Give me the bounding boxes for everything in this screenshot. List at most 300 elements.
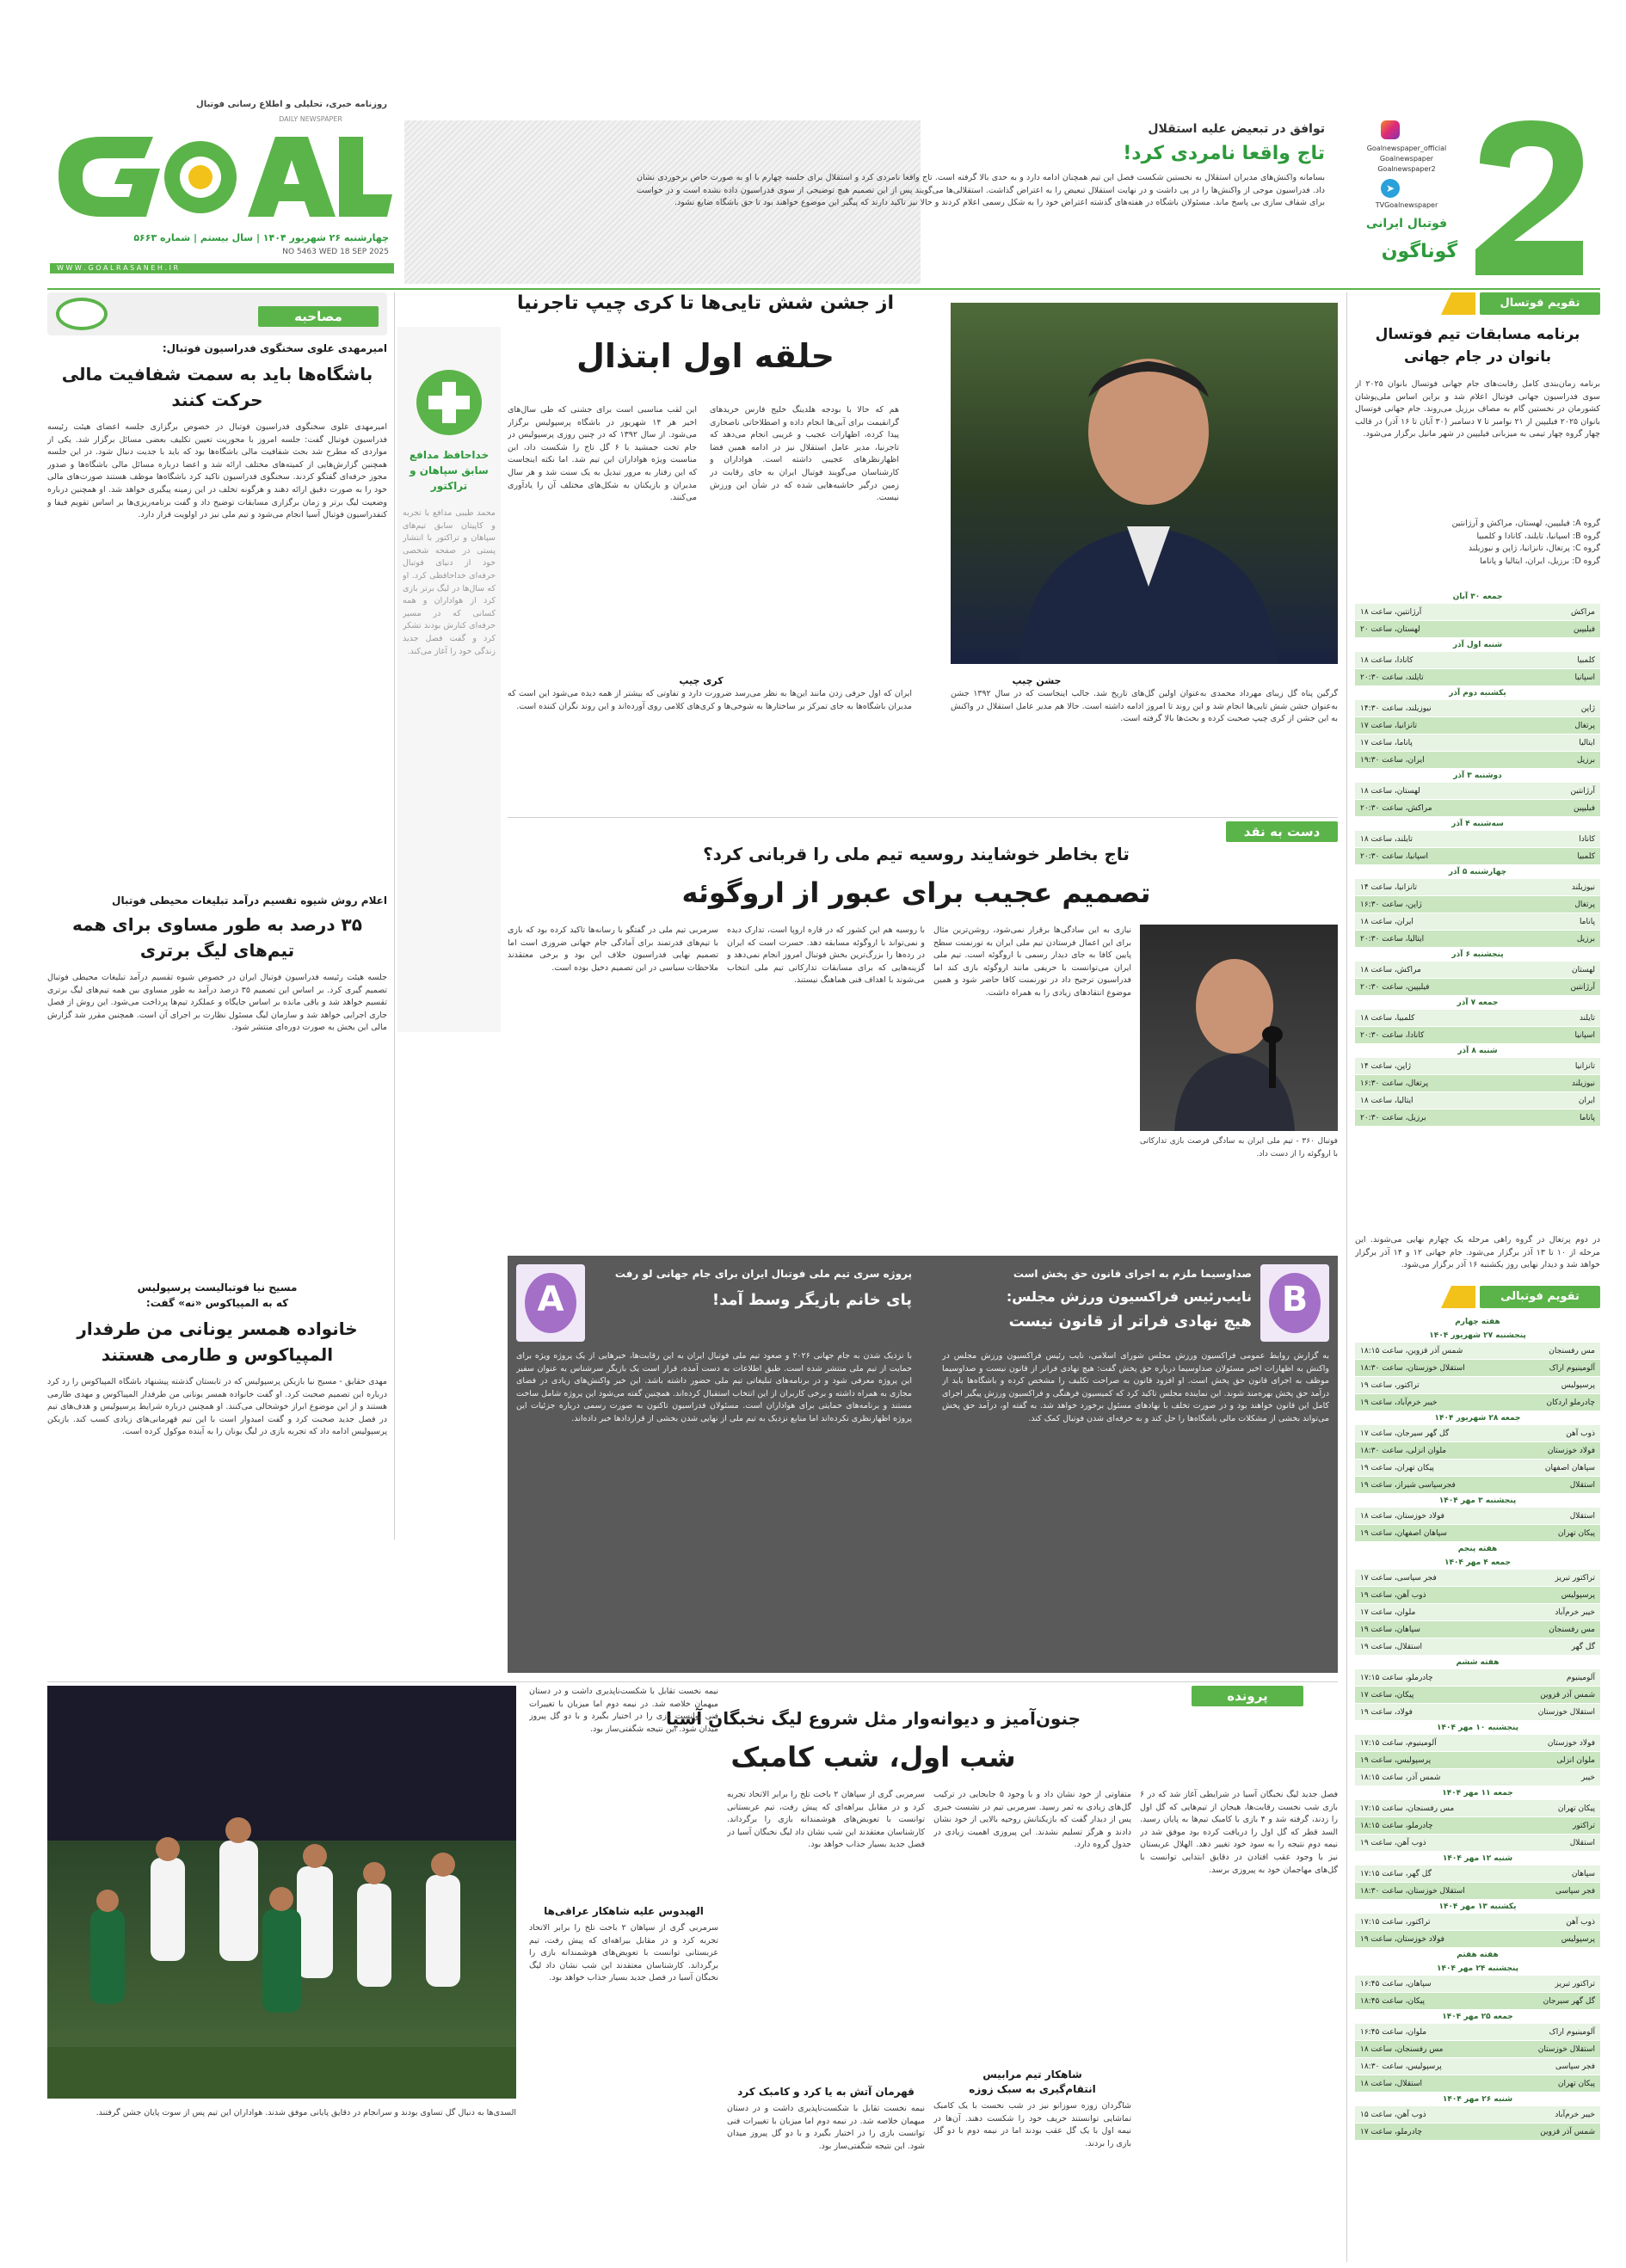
interview-body: امیرمهدی علوی سخنگوی فدراسیون فوتبال در خصوص برگزاری جلسه اعضای هیئت رئیسه فدراسیون فوتبال گفت: جلسه امروز با محوریت تعیین تکلیف بعضی مسائل برگزار شد. یکی از مواردی که مطرح شد بحث شفافیت مالی باشگاه‌ها بود که باید با جدیت دنبال شود. در این جلسه همچنین گزارش‌هایی از کمیته‌های مختلف ارائه شد و اعضا درباره مسائل مالی باشگاه‌ها و صدور مجوز حرفه‌ای گفتگو کردند. سخنگوی فدراسیون تاکید کرد باشگاه‌ها موظف هستند صورت‌های مالی خود را به صورت دقیق ارائه دهند و هرگونه تخلف در این زمینه پیگیری خواهد شد. او همچنین درباره وضعیت لیگ برتر و زمان برگزاری مسابقات توضیح داد و گفت برنامه‌ریزی‌ها بر اساس تقویم فیفا و کنفدراسیون فوتبال آسیا انجام می‌شود و تیم ملی نیز در اولویت قرار دارد.	[47, 422, 387, 520]
away-team-time: تراکتور، ساعت ۱۷:۱۵	[1360, 1917, 1431, 1927]
schedule-row	[1355, 1442, 1600, 1460]
interview-body-2: جلسه هیئت رئیسه فدراسیون فوتبال ایران در خصوص شیوه تقسیم درآمد تبلیغات محیطی فوتبال تصمیم گیری کرد. بر اساس این تصمیم ۳۵ درصد درآمد به طور مساوی بین همه تیم‌های لیگ برتری تقسیم خواهد شد و باقی مانده بر اساس جایگاه و عملکرد تیم‌ها پرداخت می‌شود. این روش از فصل جاری اجرایی خواهد شد و سازمان لیگ مسئول نظارت بر اجرای آن است. همچنین مقرر شد گزارش مالی این بخش به صورت دوره‌ای منتشر شود.	[47, 973, 387, 1033]
schedule-row	[1355, 1425, 1600, 1442]
away-team-time: چادرملو، ساعت ۱۷:۱۵	[1360, 1673, 1433, 1682]
ab-box	[508, 1256, 1338, 1673]
header-divider	[47, 288, 1600, 290]
schedule-row	[1355, 2124, 1600, 2141]
schedule-row	[1355, 734, 1600, 752]
league-tag: تقویم فوتبالی	[1480, 1286, 1600, 1308]
interview-headline-2: ۳۵ درصد به طور مساوی برای همه تیم‌های لیگ برتری	[72, 914, 362, 961]
futsal-tag-icon	[1441, 292, 1475, 315]
away-team-time: تانزانیا، ساعت ۱۴	[1360, 882, 1417, 892]
schedule-row	[1355, 979, 1600, 996]
schedule-day: شنبه ۲۶ مهر ۱۴۰۴	[1355, 2093, 1600, 2106]
home-team: پرسپولیس	[1561, 1590, 1595, 1600]
home-team: کلمبیا	[1577, 851, 1595, 861]
home-team: اسپانیا	[1574, 673, 1595, 682]
schedule-row	[1355, 1817, 1600, 1835]
main-story-body-4: گرگین پناه گل زیبای مهرداد محمدی به‌عنوان اولین گل‌های تاریخ شد. جالب اینجاست که در سال ۱۳۹۲ جشن به‌عنوان جشن شش تایی‌ها انجام شد و این روند تا امروز ادامه داشته است. حالا هم مدیر عامل استقلال در واکنش به این جشن از کری چیپ صحبت کرده و بحث‌ها بالا گرفته است.	[951, 689, 1338, 724]
away-team-time: لهستان، ساعت ۲۰	[1360, 624, 1420, 634]
masthead-website-bar	[50, 263, 394, 274]
instagram-handle-2[interactable]: Goalnewspaper	[1379, 155, 1434, 163]
home-team: نیوزیلند	[1571, 1079, 1595, 1088]
away-team-time: ژاپن، ساعت ۱۶:۳۰	[1360, 900, 1422, 909]
schedule-row	[1355, 1343, 1600, 1360]
away-team-time: فجرسپاسی شیراز، ساعت ۱۹	[1360, 1480, 1456, 1490]
top-story	[619, 112, 1325, 284]
telegram-icon[interactable]: ➤	[1381, 179, 1400, 198]
schedule-row	[1355, 1638, 1600, 1656]
instagram-icon[interactable]	[1381, 120, 1400, 139]
home-team: شمس آذر قزوین	[1540, 1690, 1595, 1699]
home-team: تایلند	[1579, 1013, 1595, 1023]
schedule-row	[1355, 1460, 1600, 1477]
schedule-row	[1355, 1835, 1600, 1852]
schedule-day: جمعه ۲۵ مهر ۱۴۰۴	[1355, 2010, 1600, 2024]
schedule-row	[1355, 1931, 1600, 1948]
home-team: فجر سپاسی	[1555, 1886, 1595, 1896]
away-team-time: استقلال خوزستان، ساعت ۱۸:۳۰	[1360, 1363, 1465, 1373]
telegram-handle[interactable]: TVGoalnewspaper	[1375, 201, 1438, 209]
home-team: استقلال	[1569, 1480, 1595, 1490]
dossier-body-2: متفاوتی از خود نشان داد و با وجود ۵ جابجایی در ترکیب گل‌های زیادی به ثمر رسید. سرمربی تیم در نشست خبری پس از دیدار گفت که بازیکنانش روحیه بالایی از خود نشان دادند و هرگز تسلیم نشدند. این پیروزی اهمیت زیادی در جدول گروه دارد.	[933, 1790, 1131, 1850]
dossier-body-7: سرمربی گری از سپاهان ۲ باخت تلخ را برابر الاتحاد تجربه کرد و در مقابل بیراهه‌ای که پیش رفت، تیم عربستانی توانست با تعویض‌های هوشمندانه بازی را برگرداند. کارشناسان معتقدند این شب نشان داد لیگ نخبگان آسیا در فصل جدید بسیار جذاب خواهد بود.	[529, 1923, 718, 1983]
futsal-calendar	[1355, 292, 1600, 1282]
away-team-time: سپاهان، ساعت ۱۶:۴۵	[1360, 1979, 1432, 1988]
home-team: استقلال	[1569, 1511, 1595, 1521]
brand-football-iran: فوتبال ایرانی	[1365, 217, 1448, 230]
away-team-time: تانزانیا، ساعت ۱۷	[1360, 721, 1417, 730]
schedule-day: جمعه ۱۱ مهر ۱۴۰۴	[1355, 1786, 1600, 1800]
futsal-tag: تقویم فوتسال	[1480, 292, 1600, 315]
futsal-outro: در دوم پرتغال در گروه راهی مرحله یک چهارم نهایی می‌شوند. این مرحله از ۱۰ تا ۱۳ آذر برگزار می‌شود. جام جهانی ۱۲ و ۱۴ آذر برگزار خواهد شد و دیدار نهایی روز یکشنبه ۱۶ آذر برگزار می‌شود.	[1355, 1235, 1600, 1270]
a-body: با نزدیک شدن به جام جهانی ۲۰۲۶ و صعود تیم ملی فوتبال ایران به این رقابت‌ها، خبرهایی از یک پروژه ویژه برای حمایت از تیم ملی منتشر شده است. طبق اطلاعات به دست آمده، قرار است یک بازیگر سرشناس به عنوان سفیر این پروژه معرفی شود و در برنامه‌های تبلیغاتی تیم ملی حضور داشته باشد. این خبر واکنش‌های زیادی در فضای مجازی به همراه داشته و برخی کاربران از این انتخاب استقبال کرده‌اند. همچنین گفته می‌شود این پروژه شامل ساخت مستند و برنامه‌های حمایتی برای هواداران است. مسئولان فدراسیون تاکنون به صورت رسمی درباره جزئیات این پروژه اظهارنظری نکرده‌اند اما منابع نزدیک به تیم ملی از نهایی شدن بخشی از قراردادها خبر داده‌اند.	[516, 1351, 912, 1423]
critique-body-3: سرمربی تیم ملی در گفتگو با رسانه‌ها تاکید کرده بود که بازی با تیم‌های قدرتمند برای آمادگی جام جهانی ضروری است اما تصمیم نهایی فدراسیون خلاف این بود و برخی معتقدند ملاحظات سیاسی در این تصمیم دخیل بوده است.	[508, 925, 718, 973]
schedule-day: پنجشنبه ۶ آذر	[1355, 948, 1600, 962]
schedule-day: جمعه ۷ آذر	[1355, 996, 1600, 1010]
home-team: ایران	[1578, 1096, 1595, 1105]
main-story-caption-1: کری چیپ	[679, 675, 724, 686]
futsal-headline: برنامه مسابقات تیم فوتسال بانوان در جام جهانی	[1375, 326, 1580, 366]
schedule-row	[1355, 1976, 1600, 1993]
critique-section-label: دست به نقد	[1226, 821, 1338, 842]
schedule-row	[1355, 1704, 1600, 1721]
schedule-row	[1355, 621, 1600, 638]
critique-headline: تصمیم عجیب برای عبور از اروگوئه	[681, 876, 1151, 909]
home-team: تراکتور	[1573, 1821, 1595, 1830]
schedule-row	[1355, 1109, 1600, 1127]
home-team: ذوب آهن	[1566, 1917, 1595, 1927]
schedule-day: جمعه ۳۰ آبان	[1355, 590, 1600, 604]
away-team-time: شمس آذر قزوین، ساعت ۱۸:۱۵	[1360, 1346, 1463, 1355]
away-team-time: استقلال، ساعت ۱۸	[1360, 2079, 1423, 2088]
away-team-time: ملوان، ساعت ۱۶:۴۵	[1360, 2027, 1427, 2037]
away-team-time: کانادا، ساعت ۲۰:۳۰	[1360, 1030, 1425, 1040]
home-team: فولاد خوزستان	[1547, 1738, 1595, 1748]
schedule-row	[1355, 1621, 1600, 1638]
away-team-time: پرسپولیس، ساعت ۱۹	[1360, 1755, 1432, 1765]
schedule-row	[1355, 2106, 1600, 2124]
interview-kicker-2: اعلام روش شیوه تقسیم درآمد تبلیغات محیطی فوتبال	[112, 894, 387, 907]
away-team-time: تایلند، ساعت ۲۰:۳۰	[1360, 673, 1424, 682]
away-team-time: شمس آذر، ساعت ۱۸:۱۵	[1360, 1773, 1441, 1782]
home-team: آرژانتین	[1570, 786, 1595, 796]
away-team-time: خیبر خرم‌آباد، ساعت ۱۹	[1360, 1398, 1438, 1407]
home-team: پرسپولیس	[1561, 1934, 1595, 1944]
critique-divider	[508, 817, 1338, 818]
away-team-time: ایتالیا، ساعت ۱۸	[1360, 1096, 1414, 1105]
schedule-row	[1355, 652, 1600, 669]
away-team-time: کلمبیا، ساعت ۱۸	[1360, 1013, 1415, 1023]
away-team-time: تایلند، ساعت ۱۸	[1360, 834, 1413, 844]
schedule-row	[1355, 1525, 1600, 1542]
schedule-row	[1355, 604, 1600, 621]
schedule-day: یکشنبه دوم آذر	[1355, 686, 1600, 700]
home-team: استقلال خوزستان	[1537, 1707, 1595, 1717]
a-kicker: پروژه سری تیم ملی فوتبال ایران برای جام جهانی لو رفت	[614, 1268, 912, 1280]
away-team-time: فولاد، ساعت ۱۹	[1360, 1707, 1413, 1717]
main-story-kicker: از جشن شش تایی‌ها تا کری چیپ تاجرنیا	[516, 292, 894, 314]
masthead-tagline-en: DAILY NEWSPAPER	[279, 115, 342, 123]
schedule-row	[1355, 1377, 1600, 1394]
dossier-body-1: فصل جدید لیگ نخبگان آسیا در شرایطی آغاز شد که در ۶ بازی شب نخست رقابت‌ها، هیجان از تیم‌هایی که گل اول را زدند، گرفته شد و ۴ بازی با کامبک تیم‌ها به پایان رسید. السد قطر که گل اول را دریافت کرده بود موفق شد در نیمه دوم نتیجه را به سود خود تغییر دهد. الهلال عربستان نیز با وجود عقب افتادن در دقایق ابتدایی توانست با گل‌های مهاجمان خود به پیروزی برسد.	[1140, 1790, 1338, 1875]
top-story-headline: تاج واقعا نامردی کرد!	[1123, 143, 1325, 164]
dossier-headline: شب اول، شب کامبک	[730, 1741, 1016, 1773]
schedule-row	[1355, 700, 1600, 717]
league-calendar	[1355, 1286, 1600, 2266]
home-team: پاناما	[1579, 917, 1595, 926]
interview-headline: باشگاه‌ها باید به سمت شفافیت مالی حرکت کنند	[61, 364, 373, 410]
away-team-time: آرژانتین، ساعت ۱۸	[1360, 607, 1422, 617]
schedule-row	[1355, 1800, 1600, 1817]
schedule-day: پنجشنبه ۳ مهر ۱۴۰۴	[1355, 1494, 1600, 1508]
schedule-day: شنبه ۱۲ مهر ۱۴۰۴	[1355, 1852, 1600, 1865]
dossier-sub-1: شاهکار تیم مرابیس	[982, 2068, 1082, 2081]
schedule-row	[1355, 1508, 1600, 1525]
dossier-body-6: نیمه نخست تقابل با شکست‌ناپذیری داشت و در دستان میهمان خلاصه شد. در نیمه دوم اما میزبان با تغییرات فنی توانست بازی را در اختیار بگیرد و با دو گل پیروز میدان شود. این نتیجه شگفتی‌ساز بود.	[529, 1687, 718, 1734]
schedule-day: هفته هفتم	[1355, 1948, 1600, 1962]
away-team-time: چادرملو، ساعت ۱۸:۱۵	[1360, 1821, 1433, 1830]
right-rail-divider	[1346, 292, 1347, 2262]
home-team: پیکان تهران	[1557, 1528, 1595, 1538]
schedule-day: شنبه ۸ آذر	[1355, 1044, 1600, 1058]
schedule-row	[1355, 1604, 1600, 1621]
schedule-row	[1355, 1993, 1600, 2010]
schedule-day: یکشنبه ۱۳ مهر ۱۴۰۴	[1355, 1900, 1600, 1914]
away-team-time: گل گهر، ساعت ۱۷:۱۵	[1360, 1869, 1432, 1878]
schedule-day: جمعه ۲۸ شهریور ۱۴۰۴	[1355, 1411, 1600, 1425]
schedule-row	[1355, 1394, 1600, 1411]
schedule-row	[1355, 931, 1600, 948]
home-team: برزیل	[1576, 755, 1595, 765]
portrait-silhouette-2	[1140, 925, 1338, 1131]
schedule-row	[1355, 1914, 1600, 1931]
schedule-day: چهارشنبه ۵ آذر	[1355, 865, 1600, 879]
home-team: پاناما	[1579, 1113, 1595, 1122]
home-team: فیلیپین	[1574, 624, 1595, 634]
away-team-time: پیکان، ساعت ۱۷	[1360, 1690, 1414, 1699]
schedule-day: جمعه ۴ مهر ۱۴۰۴	[1355, 1556, 1600, 1570]
home-team: خیبر خرم‌آباد	[1555, 1607, 1595, 1617]
plus-box-label: خداحافظ مدافع سابق سپاهان و تراکتور	[409, 449, 490, 492]
away-team-time: مس رفسنجان، ساعت ۱۸	[1360, 2044, 1444, 2054]
critique-body-1: نیازی به این سادگی‌ها برقرار نمی‌شود، روشن‌ترین مثال برای این اعمال فرستادن تیم ملی ایران به تورنمنت سطح پایین کافا به جای دیدار رسمی با اروگوئه است. تیم ملی ایران می‌توانست با حریفی مانند اروگوئه بازی کند اما فدراسیون ترجیح داد در تورنمنت کافا حاضر شود و همین موضوع انتقادهای زیادی را به همراه داشت.	[933, 925, 1131, 998]
masthead-date-en: NO 5463 WED 18 SEP 2025	[282, 248, 389, 256]
masthead-date: چهارشنبه ۲۶ شهریور ۱۴۰۴ | سال بیستم | شماره ۵۶۶۳	[133, 232, 389, 243]
dossier-photo-caption: السدی‌ها به دنبال گل تساوی بودند و سرانجام در دقایق پایانی موفق شدند. هواداران این تیم پس از سوت پایان جشن گرفتند.	[95, 2108, 516, 2117]
away-team-time: تراکتور، ساعت ۱۹	[1360, 1380, 1420, 1390]
critique-photo	[1140, 925, 1338, 1131]
top-story-body: بسامانه واکنش‌های مدیران استقلال به نخستین شکست فصل این تیم همچنان ادامه دارد و به حدی بالا گرفته است. تاج واقعا نامردی کرد و استقلال برای جلسه چهارم با او به صورت خاص برخوردی نشان داد. فدراسیون موجی از واکنش‌ها را در پی داشت و در نهایت استقلال تبعیض را به اعتراض گذاشت. استقلالی‌ها می‌گویند پس از این تصمیم هیچ توضیحی از سوی فدراسیون داده نشده است و در خواست برای شفاف سازی بی پاسخ ماند. مسئولان باشگاه در هفته‌های گذشته اعتراض خود را به شکل رسمی اعلام کردند و حالا نیز تاکید دارند که پیگیر این موضوع خواهند بود تا حق باشگاه ضایع نشود.	[637, 173, 1325, 208]
schedule-row	[1355, 1027, 1600, 1044]
dossier-body-5: نیمه نخست تقابل با شکست‌ناپذیری داشت و در دستان میهمان خلاصه شد. در نیمه دوم اما میزبان با تغییرات فنی توانست بازی را در اختیار بگیرد و با دو گل پیروز میدان شود. این نتیجه شگفتی‌ساز بود.	[727, 2104, 925, 2151]
schedule-day: دوشنبه ۳ آذر	[1355, 769, 1600, 783]
b-badge-label: B	[1281, 1280, 1309, 1319]
schedule-row	[1355, 1570, 1600, 1587]
schedule-day: هفته پنجم	[1355, 1542, 1600, 1556]
plus-icon	[416, 370, 482, 435]
schedule-row	[1355, 1735, 1600, 1752]
critique-kicker: تاج بخاطر خوشایند روسیه تیم ملی را قربانی کرد؟	[703, 844, 1130, 864]
schedule-row	[1355, 1687, 1600, 1704]
schedule-row	[1355, 717, 1600, 734]
away-team-time: آلومینیوم، ساعت ۱۷:۱۵	[1360, 1738, 1437, 1748]
main-story-body-1: این لقب مناسبی است برای جشنی که طی سال‌های اخیر هر ۱۴ شهریور در باشگاه پرسپولیس برگزار می‌شود. از سال ۱۳۹۲ که در چنین روزی پرسپولیس در جام تخت جمشید با ۶ گل تاج را شکست داد، این مناسبت ویژه هواداران این تیم شد. اما نکته اینجاست که این رفتار به مرور تبدیل به یک سنت شد و هر سال مدیران و بازیکنان به شکل‌های مختلف آن را یادآوری می‌کنند.	[508, 405, 697, 503]
schedule-row	[1355, 783, 1600, 800]
away-team-time: فجر سپاسی، ساعت ۱۷	[1360, 1573, 1437, 1583]
home-team: سپاهان اصفهان	[1544, 1463, 1595, 1472]
schedule-row	[1355, 1669, 1600, 1687]
away-team-time: پاناما، ساعت ۱۷	[1360, 738, 1413, 747]
home-team: چادرملو اردکان	[1546, 1398, 1595, 1407]
schedule-day: سه‌شنبه ۴ آذر	[1355, 817, 1600, 831]
schedule-row	[1355, 913, 1600, 931]
b-body: به گزارش روابط عمومی فراکسیون ورزش مجلس شورای اسلامی، نایب رئیس فراکسیون ورزش مجلس در واکنش به اظهارات اخیر مسئولان صداوسیما درباره حق پخش گفت: هیچ نهادی فراتر از قانون نیست و صداوسیما موظف به اجرای قانون حق پخش است. او افزود قانون به صراحت تکلیف را مشخص کرده و باشگاه‌ها باید از درآمد حق پخش بهره‌مند شوند. این نماینده مجلس تاکید کرد که کمیسیون فرهنگی و فراکسیون ورزش پیگیر اجرای کامل این قانون خواهند بود و در صورت تخلف با نهادهای مسئول برخورد خواهد شد. به گفته او، درآمد حق پخش می‌تواند بخشی از مشکلات مالی باشگاه‌ها را حل کند و به حرفه‌ای شدن فوتبال کمک کند.	[942, 1351, 1329, 1423]
interview-kicker-3: مسیح نیا فوتبالیست پرسپولیس	[137, 1282, 298, 1294]
dossier-body-4: شاگردان زوزه سوزانو نیز در شب نخست با یک کامبک تماشایی توانستند حریف خود را شکست دهند. آن‌ها در نیمه اول با یک گل عقب بودند اما در نیمه دوم با دو گل بازی را بردند.	[933, 2101, 1131, 2148]
away-team-time: استقلال، ساعت ۱۹	[1360, 1642, 1423, 1651]
home-team: نیوزیلند	[1571, 882, 1595, 892]
home-team: تانزانیا	[1574, 1061, 1595, 1071]
schedule-row	[1355, 1769, 1600, 1786]
dossier	[47, 1686, 1338, 2262]
schedule-day: شنبه اول آذر	[1355, 638, 1600, 652]
away-team-time: برزیل، ساعت ۲۰:۳۰	[1360, 1113, 1426, 1122]
home-team: گل گهر سیرجان	[1543, 1996, 1595, 2006]
away-team-time: سپاهان، ساعت ۱۹	[1360, 1625, 1420, 1634]
home-team: سپاهان	[1571, 1869, 1595, 1878]
schedule-day: پنجشنبه ۱۰ مهر ۱۴۰۴	[1355, 1721, 1600, 1735]
away-team-time: فولاد خوزستان، ساعت ۱۹	[1360, 1934, 1444, 1944]
main-story-body-3: ایران که اول حرفی زدن مانند این‌ها به نظر می‌رسد ضرورت دارد و تفاوتی که بیشتر از همه دیده می‌شود این است که مدیران باشگاه‌ها به جای تمرکز بر ساختارها به شوخی‌ها و کری‌های کلامی روی آورده‌اند و این روند نگران کننده است.	[508, 689, 912, 711]
home-team: استقلال خوزستان	[1537, 2044, 1595, 2054]
home-team: مس رفسنجان	[1549, 1346, 1595, 1355]
home-team: اسپانیا	[1574, 1030, 1595, 1040]
away-team-time: گل گهر سیرجان، ساعت ۱۷	[1360, 1429, 1450, 1438]
main-story	[508, 292, 1338, 800]
masthead	[50, 100, 394, 284]
home-team: آلومینیوم	[1566, 1673, 1595, 1682]
home-team: فیلیپین	[1574, 803, 1595, 813]
dossier-sub-3: الهیدوس علیه شاهکار عراقی‌ها	[544, 1905, 704, 1917]
away-team-time: فیلیپین، ساعت ۲۰:۳۰	[1360, 982, 1430, 992]
main-story-headline: حلقه اول ابتذال	[576, 337, 835, 375]
away-team-time: ژاپن، ساعت ۱۴	[1360, 1061, 1411, 1071]
away-team-time: ملوان، ساعت ۱۷	[1360, 1607, 1416, 1617]
dossier-sub-2: قهرمان آتش به یا کرد و کامبک کرد	[737, 2086, 915, 2098]
league-tag-icon	[1441, 1286, 1475, 1308]
instagram-handle-1[interactable]: Goalnewspaper_official	[1366, 144, 1447, 152]
schedule-row	[1355, 1883, 1600, 1900]
goal-logo[interactable]	[50, 124, 394, 227]
away-team-time: ایران، ساعت ۱۸	[1360, 917, 1414, 926]
b-kicker: صداوسیما ملزم به اجرای قانون حق پخش است	[1013, 1268, 1252, 1280]
top-story-kicker: توافق در تبعیض علیه استقلال	[1148, 122, 1325, 136]
away-team-time: مراکش، ساعت ۲۰:۳۰	[1360, 803, 1432, 813]
league-schedule	[1355, 1315, 1600, 2141]
away-team-time: لهستان، ساعت ۱۸	[1360, 786, 1420, 796]
critique-caption: فوتبال ۳۶۰ - تیم ملی ایران به سادگی فرصت بازی تدارکاتی با اروگوئه را از دست داد.	[1140, 1137, 1338, 1159]
schedule-day: هفته چهارم	[1355, 1315, 1600, 1329]
futsal-groups: گروه A: فیلیپین، لهستان، مراکش و آرژانتین گروه B: اسپانیا، تایلند، کانادا و کلمبیا گروه C: پرتغال، تانزانیا، ژاپن و نیوزیلند گروه D: برزیل، ایران، ایتالیا و پاناما	[1451, 519, 1600, 566]
away-team-time: پرسپولیس، ساعت ۱۸:۳۰	[1360, 2062, 1442, 2071]
away-team-time: کانادا، ساعت ۱۸	[1360, 655, 1414, 665]
home-team: شمس آذر قزوین	[1540, 2127, 1595, 2136]
dossier-sub-1b: انتقام‌گیری به سبک زوزه	[969, 2083, 1096, 2095]
schedule-row	[1355, 2058, 1600, 2075]
away-team-time: پیکان تهران، ساعت ۱۹	[1360, 1463, 1434, 1472]
home-team: پرسپولیس	[1561, 1380, 1595, 1390]
home-team: ژاپن	[1580, 704, 1595, 713]
schedule-row	[1355, 831, 1600, 848]
home-team: خیبر	[1581, 1773, 1595, 1782]
home-team: پیکان تهران	[1557, 1804, 1595, 1813]
home-team: تراکتور تبریز	[1555, 1979, 1595, 1988]
home-team: مس رفسنجان	[1549, 1625, 1595, 1634]
home-team: لهستان	[1572, 965, 1595, 974]
home-team: آلومینیوم اراک	[1549, 2027, 1595, 2037]
away-team-time: پرتغال، ساعت ۱۶:۳۰	[1360, 1079, 1429, 1088]
schedule-row	[1355, 1092, 1600, 1109]
home-team: مراکش	[1570, 607, 1595, 617]
dossier-photo	[47, 1686, 516, 2099]
schedule-row	[1355, 1010, 1600, 1027]
a-headline: پای خانم بازیگر وسط آمد!	[711, 1291, 912, 1309]
futsal-schedule	[1355, 590, 1600, 1127]
instagram-handle-3[interactable]: Goalnewspaper2	[1377, 165, 1436, 173]
interview-section-label: مصاحبه	[258, 306, 379, 327]
away-team-time: ملوان انزلی، ساعت ۱۸:۳۰	[1360, 1446, 1447, 1455]
home-team: کلمبیا	[1577, 655, 1595, 665]
home-team: فولاد خوزستان	[1547, 1446, 1595, 1455]
main-story-body-2: هم که حالا با بودجه هلدینگ خلیج فارس خریدهای گرانقیمت برای آبی‌ها انجام داده و اصطلاحاتی ناصحاری پیدا کرده، اظهارات عجیب و غریبی انجام می‌دهد که تاجرنیا، مدیر عامل استقلال نیز در ادامه همین فضا اظهارنظرهای عجیبی داشته است. هواداران و کارشناسان می‌گویند فوتبال ایران به جای رقابت در زمین درگیر حاشیه‌هایی شده که در شأن این ورزش نیست.	[710, 405, 899, 503]
interview-column	[47, 292, 387, 1540]
a-badge	[516, 1264, 585, 1342]
schedule-row	[1355, 848, 1600, 865]
dossier-kicker: جنون‌آمیز و دیوانه‌وار مثل شروع لیگ نخبگان آسیا	[665, 1708, 1081, 1729]
left-divider	[394, 292, 395, 1540]
schedule-row	[1355, 2041, 1600, 2058]
portrait-silhouette	[951, 303, 1338, 664]
schedule-row	[1355, 800, 1600, 817]
interview-headline-3: خانواده همسر یونانی من طرفدار المپیاکوس و طارمی هستند	[77, 1318, 358, 1365]
schedule-day: پنجشنبه ۲۷ شهریور ۱۴۰۴	[1355, 1329, 1600, 1343]
home-team: ایتالیا	[1579, 738, 1595, 747]
b-kicker-2: نایب‌رئیس فراکسیون ورزش مجلس:	[1006, 1288, 1252, 1305]
away-team-time: ذوب آهن، ساعت ۱۹	[1360, 1590, 1426, 1600]
away-team-time: مراکش، ساعت ۱۸	[1360, 965, 1421, 974]
away-team-time: چادرملو، ساعت ۱۷	[1360, 2127, 1422, 2136]
schedule-row	[1355, 962, 1600, 979]
schedule-row	[1355, 1360, 1600, 1377]
away-team-time: نیوزیلند، ساعت ۱۴:۳۰	[1360, 704, 1432, 713]
schedule-row	[1355, 1058, 1600, 1075]
schedule-row	[1355, 1587, 1600, 1604]
b-headline: هیچ نهادی فراتر از قانون نیست	[1008, 1312, 1252, 1331]
schedule-row	[1355, 1075, 1600, 1092]
schedule-day: هفته ششم	[1355, 1656, 1600, 1669]
plus-box-body: محمد طیبی مدافع با تجربه و کاپیتان سابق تیم‌های سپاهان و تراکتور با انتشار پستی در صفحه شخصی خود از دنیای فوتبال حرفه‌ای خداحافظی کرد. او که سال‌ها در لیگ برتر بازی کرد از هواداران و همه کسانی که در مسیر حرفه‌ای کنارش بودند تشکر کرد و گفت فصل جدید زندگی خود را آغاز می‌کند.	[403, 508, 496, 656]
home-team: آرژانتین	[1570, 982, 1595, 992]
whistle-icon	[56, 298, 108, 330]
dossier-divider	[47, 1681, 1338, 1682]
away-team-time: استقلال خوزستان، ساعت ۱۸:۳۰	[1360, 1886, 1465, 1896]
away-team-time: ذوب آهن، ساعت ۱۵	[1360, 2110, 1426, 2119]
interview-kicker-3b: که به المپیاکوس «نه» گفت:	[145, 1297, 289, 1309]
away-team-time: فولاد خوزستان، ساعت ۱۸	[1360, 1511, 1444, 1521]
schedule-row	[1355, 879, 1600, 896]
away-team-time: ذوب آهن، ساعت ۱۹	[1360, 1838, 1426, 1847]
players-celebration	[47, 1686, 516, 2099]
away-team-time: پیکان، ساعت ۱۸:۴۵	[1360, 1996, 1426, 2006]
schedule-row	[1355, 1752, 1600, 1769]
schedule-row	[1355, 1477, 1600, 1494]
schedule-row	[1355, 1865, 1600, 1883]
main-story-photo	[951, 303, 1338, 664]
away-team-time: مس رفسنجان، ساعت ۱۷:۱۵	[1360, 1804, 1455, 1813]
critique-body-2: با روسیه هم این کشور که در قاره اروپا است، تدارک دیده و نمی‌تواند با اروگوئه مسابقه دهد. حسرت است که ایران در رده‌ها را بزرگ‌ترین بخش فوتبال امروز انجام نمی‌دهد و گزینه‌هایی که برای مسابقات تدارکاتی تیم ملی انتخاب می‌شوند با اهداف فنی هماهنگ نیستند.	[727, 925, 925, 986]
plus-box	[397, 327, 501, 1032]
home-team: تراکتور تبریز	[1555, 1573, 1595, 1583]
critique-story	[508, 821, 1338, 1251]
interview-kicker: امیرمهدی علوی سخنگوی فدراسیون فوتبال:	[162, 342, 387, 354]
right-rail-brand	[1355, 112, 1600, 284]
away-team-time: ایران، ساعت ۱۹:۳۰	[1360, 755, 1425, 765]
home-team: کانادا	[1579, 834, 1595, 844]
interview-body-3: مهدی حقایق - مسیح نیا بازیکن پرسپولیس که در تابستان گذشته پیشنهاد باشگاه المپیاکوس را رد کرد درباره این تصمیم صحبت کرد. او گفت خانواده همسر یونانی من طرفدار المپیاکوس و مهدی طارمی هستند و از این موضوع ابراز خوشحالی می‌کنند. او همچنین درباره شرایط پرسپولیس و هدف‌های تیم در فصل جدید صحبت کرد و گفت امیدوار است با این تیم قهرمانی‌های زیادی کسب کند. بازیکن پرسپولیس ادامه داد که تجربه بازی در لیگ یونان را به آینده موکول کرده است.	[47, 1377, 387, 1437]
home-team: برزیل	[1576, 934, 1595, 943]
dossier-section-label: پرونده	[1192, 1686, 1303, 1706]
brand-gunagun: گوناگون	[1381, 241, 1458, 262]
away-team-time: سپاهان اصفهان، ساعت ۱۹	[1360, 1528, 1447, 1538]
b-badge	[1260, 1264, 1329, 1342]
home-team: استقلال	[1569, 1838, 1595, 1847]
schedule-row	[1355, 2024, 1600, 2041]
home-team: آلومینیوم اراک	[1549, 1363, 1595, 1373]
a-badge-label: A	[537, 1280, 564, 1319]
home-team: پرتغال	[1574, 900, 1595, 909]
home-team: ذوب آهن	[1566, 1429, 1595, 1438]
home-team: خیبر خرم‌آباد	[1555, 2110, 1595, 2119]
home-team: پرتغال	[1574, 721, 1595, 730]
home-team: فجر سپاسی	[1555, 2062, 1595, 2071]
main-story-caption-2: جشن چیپ	[1012, 675, 1062, 686]
schedule-row	[1355, 752, 1600, 769]
futsal-intro: برنامه زمان‌بندی کامل رقابت‌های جام جهانی فوتسال بانوان ۲۰۲۵ از سوی فدراسیون جهانی فوتبال اعلام شد و براین اساس ملی‌پوشان کشورمان در نخستین گام به مصاف برزیل می‌روند. جام جهانی فوتسال بانوان ۲۰۲۵ فیلیپین از ۲۱ نوامبر تا ۷ دسامبر (۳۰ آبان تا ۱۶ آذر) در قالب چهار گروه چهار تیمی به میزبانی فیلیپین در شهر مانیل برگزار می‌شود.	[1355, 379, 1600, 439]
home-team: پیکان تهران	[1557, 2079, 1595, 2088]
schedule-row	[1355, 896, 1600, 913]
